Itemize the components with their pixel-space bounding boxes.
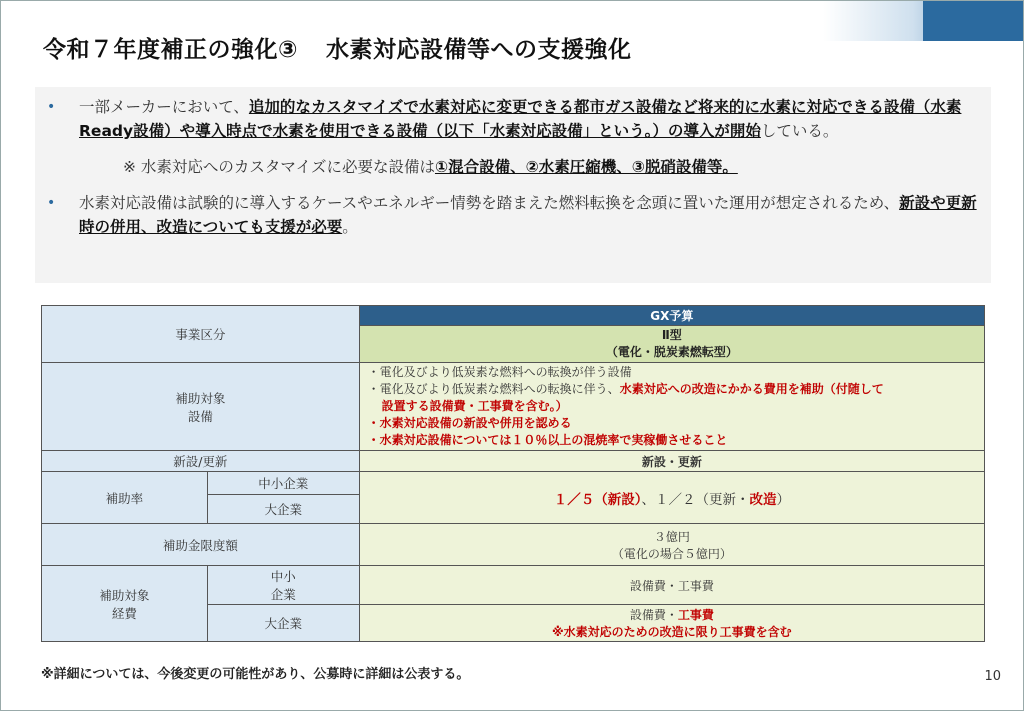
large-label: 大企業: [207, 494, 359, 523]
subsidy-rate-value: １／５（新設）、１／２（更新・改造）: [359, 472, 984, 524]
summary-box: [35, 87, 991, 283]
subsidy-rate-label: 補助率: [42, 472, 208, 524]
page-number: 10: [984, 669, 1001, 684]
bullet-2: • 水素対応設備は試験的に導入するケースやエネルギー情勢を踏まえた燃料転換を念頭に置いた運用が想定されるため、新設や更新時の併用、改造についても支援が必要。: [45, 191, 981, 239]
header-decoration-accent: [923, 1, 1023, 41]
note: ※ 水素対応へのカスタマイズに必要な設備は①混合設備、②水素圧縮機、③脱硝設備等。: [123, 158, 738, 176]
gx-budget-header: GX予算: [359, 306, 984, 326]
title-main: 令和７年度補正の強化③: [43, 37, 298, 63]
target-equipment-label: 補助対象 設備: [42, 363, 360, 451]
business-category-label: 事業区分: [42, 306, 360, 363]
cap-label: 補助金限度額: [42, 524, 360, 566]
expense-large-value: 設備費・工事費 ※水素対応のための改造に限り工事費を含む: [359, 605, 984, 642]
page-title: [43, 31, 631, 64]
footnote: ※詳細については、今後変更の可能性があり、公募時に詳細は公表する。: [41, 667, 470, 682]
subsidy-table: [41, 305, 985, 642]
expense-label: 補助対象 経費: [42, 566, 208, 642]
expense-sme-label: 中小 企業: [207, 566, 359, 605]
bullet-1: • 一部メーカーにおいて、追加的なカスタマイズで水素対応に変更できる都市ガス設備など将来的に水素に対応できる設備（水素Ready設備）や導入時点で水素を使用できる設備（以下「水素対応設備」という。）の導入が開始している。: [45, 95, 981, 143]
expense-large-label: 大企業: [207, 605, 359, 642]
title-sub: 水素対応設備等への支援強化: [325, 37, 632, 63]
new-update-label: 新設/更新: [42, 451, 360, 472]
type-header: Ⅱ型 （電化・脱炭素燃転型）: [359, 326, 984, 363]
sme-label: 中小企業: [207, 472, 359, 495]
bullet-dot-icon: •: [47, 99, 56, 115]
bullet-dot-icon: •: [47, 195, 56, 211]
new-update-value: 新設・更新: [359, 451, 984, 472]
target-equipment-value: ・電化及びより低炭素な燃料への転換が伴う設備 ・電化及びより低炭素な燃料への転換に伴う、水素対応への改造にかかる費用を補助（付随して 設置する設備費・工事費を含む。） ・水素対応設備の新設や併用を認める ・水素対応設備については１０％以上の混焼率で実稼働させること: [359, 363, 984, 451]
expense-sme-value: 設備費・工事費: [359, 566, 984, 605]
cap-value: ３億円 （電化の場合５億円）: [359, 524, 984, 566]
